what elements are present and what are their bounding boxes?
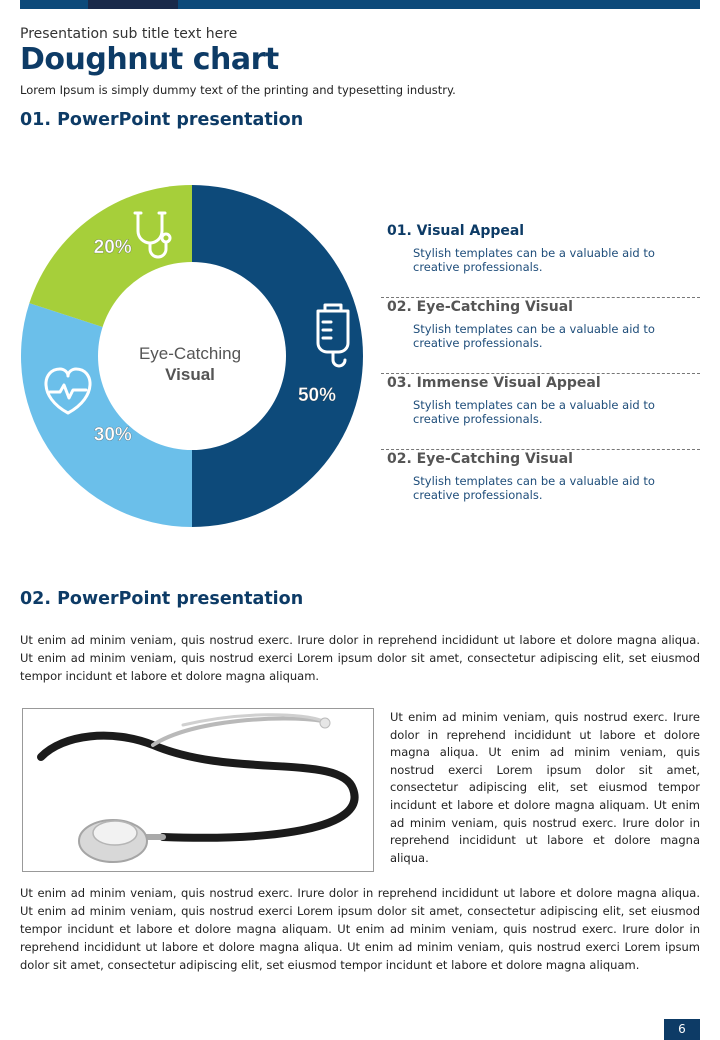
center-label-line1: Eye-Catching: [138, 344, 242, 363]
body-paragraph-1: Ut enim ad minim veniam, quis nostrud exerc. Irure dolor in reprehend incididunt ut labore et dolore magna aliqua. Ut enim ad minim veniam, quis nostrud exerci Lorem ipsum dolor sit amet, consectetur adipiscing elit, set eiusmod tempor incidunt et labore et dolore magna aliquam.: [20, 633, 700, 683]
center-label-line2: Visual: [165, 365, 215, 384]
presentation-subtitle: Presentation sub title text here: [20, 26, 238, 42]
legend-item-title: 01. Visual Appeal: [387, 223, 525, 239]
legend-item: [381, 298, 700, 374]
legend-item-desc: Stylish templates can be a valuable aid to creative professionals.: [413, 322, 655, 350]
stethoscope-photo: [22, 708, 374, 872]
section-2-heading: 02. PowerPoint presentation: [20, 589, 304, 609]
legend-item-title: 02. Eye-Catching Visual: [387, 451, 573, 467]
legend-item-title: 02. Eye-Catching Visual: [387, 299, 573, 315]
body-paragraph-2: Ut enim ad minim veniam, quis nostrud exerc. Irure dolor in reprehend incididunt ut labore et dolore magna aliqua. Ut enim ad minim veniam, quis nostrud exerci Lorem ipsum dolor sit amet, consectetur adipiscing elit, set eiusmod tempor incidunt et labore et dolore magna aliquam. Ut enim ad minim veniam, quis nostrud exerc. Irure dolor in reprehend incididunt ut labore et dolore magna aliqua. Ut enim ad minim veniam, quis nostrud exerci Lorem ipsum dolor sit amet, consectetur adipiscing elit, set eiusmod tempor incidunt et labore et dolore magna aliquam.: [20, 886, 700, 972]
chart-legend: [381, 222, 700, 526]
page-title: Doughnut chart: [20, 42, 279, 77]
legend-item: [381, 222, 700, 298]
page-number: 6: [664, 1019, 700, 1040]
chart-data-label: 50%: [297, 385, 337, 406]
side-paragraph: Ut enim ad minim veniam, quis nostrud exerc. Irure dolor in reprehend incididunt ut labore et dolore magna aliqua. Ut enim ad minim veniam, quis nostrud exerci Lorem ipsum dolor sit amet, consectetur adipiscing elit, set eiusmod tempor incidunt et labore et dolore magna aliquam. Ut enim ad minim veniam, quis nostrud exerc. Irure dolor in reprehend incididunt ut labore et dolore magna aliqua.: [390, 710, 700, 865]
top-bar-accent: [88, 0, 178, 9]
doughnut-chart: [20, 185, 365, 530]
legend-item-desc: Stylish templates can be a valuable aid to creative professionals.: [413, 474, 655, 502]
legend-item-desc: Stylish templates can be a valuable aid to creative professionals.: [413, 398, 655, 426]
lead-text: Lorem Ipsum is simply dummy text of the printing and typesetting industry.: [20, 83, 456, 97]
section-1-heading: 01. PowerPoint presentation: [20, 110, 304, 130]
chart-data-label: 20%: [93, 236, 132, 258]
legend-item: [381, 450, 700, 526]
stethoscope-illustration: [23, 709, 373, 871]
legend-item-desc: Stylish templates can be a valuable aid to creative professionals.: [413, 246, 655, 274]
legend-item: [381, 374, 700, 450]
chart-data-label: 30%: [93, 424, 132, 446]
legend-item-title: 03. Immense Visual Appeal: [387, 375, 601, 391]
